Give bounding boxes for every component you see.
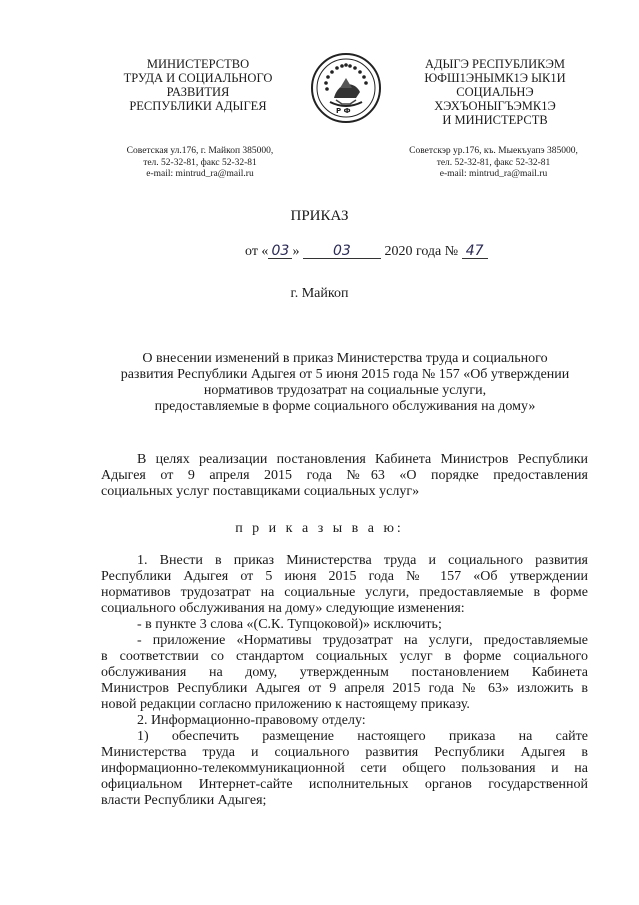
order-word: п р и к а з ы в а ю: <box>235 521 404 536</box>
address-right <box>386 146 601 181</box>
order-number: 47 <box>462 244 488 259</box>
date-mid: » <box>292 244 300 259</box>
address-line: Советскэр ур.176, къ. Мыекъуапэ 385000, <box>409 146 578 156</box>
document-title: ПРИКАЗ <box>290 208 349 224</box>
item-line: Министерства труда и социального развития Республики Адыгея в <box>101 745 588 760</box>
header-right-line: СОЦИАЛЬНЭ <box>456 85 534 99</box>
subject-line: развития Республики Адыгея от 5 июня 2015 года № 157 «Об утверждении <box>120 367 570 382</box>
item-line: социального обслуживания на дому» следующие изменения: <box>101 601 465 616</box>
order-year: 2020 года № <box>384 244 459 259</box>
order-date-line <box>245 244 605 260</box>
item-line: информационно-телекоммуникационной сети общего пользования и на <box>101 761 588 776</box>
header-left-line: РЕСПУБЛИКИ АДЫГЕЯ <box>129 99 267 113</box>
subject-line: О внесении изменений в приказ Министерства труда и социального <box>142 351 548 366</box>
address-line: тел. 52-32-81, факс 52-32-81 <box>143 157 257 168</box>
date-prefix: от « <box>245 244 269 259</box>
order-subject <box>90 351 600 415</box>
subject-line: нормативов трудозатрат на социальные услуги, <box>203 383 487 398</box>
preamble-line: Адыгея от 9 апреля 2015 года №63 «О порядке предоставления <box>101 468 588 483</box>
item-line: Республики Адыгея от 5 июня 2015 года № 157 «Об утверждении <box>101 569 588 584</box>
item-line: - в пункте 3 слова «(С.К. Тупцоковой)» исключить; <box>137 617 442 632</box>
order-day: 03 <box>268 244 292 259</box>
header-left-line: ТРУДА И СОЦИАЛЬНОГО <box>123 71 273 85</box>
item-line: 2. Информационно-правовому отделу: <box>137 713 366 728</box>
item-line: обслуживания на дому, утвержденным постановлением Кабинета <box>101 665 588 680</box>
ministry-name-russian <box>108 57 288 113</box>
order-city: г. Майкоп <box>290 286 349 301</box>
item-line: новой редакции согласно приложению к настоящему приказу. <box>101 697 470 712</box>
header-right-line: ХЭХЪОНЫГЪЭМК1Э <box>434 99 556 113</box>
order-items <box>101 553 588 809</box>
emblem-lettering: Р Ф <box>336 107 351 115</box>
address-line: e-mail: mintrud_ra@mail.ru <box>146 169 254 179</box>
header-right-line: И МИНИСТЕРСТВ <box>442 113 548 127</box>
item-line: 1. Внести в приказ Министерства труда и социального развития <box>137 553 588 568</box>
item-line: официальном Интернет-сайте исполнительных органов государственной <box>101 777 588 792</box>
item-line: - приложение «Нормативы трудозатрат на услуги, предоставляемые <box>137 633 588 648</box>
item-line: 1) обеспечить размещение настоящего приказа на сайте <box>137 729 588 744</box>
subject-line: предоставляемые в форме социального обслуживания на дому» <box>154 399 536 414</box>
item-line: нормативов трудозатрат на социальные услуги, предоставляемые в форме <box>101 585 588 600</box>
preamble <box>101 452 588 500</box>
item-line: в соответствии со стандартом социальных услуг в форме социального <box>101 649 588 664</box>
address-line: тел. 52-32-81, факс 52-32-81 <box>436 157 551 168</box>
address-line: Советская ул.176, г. Майкоп 385000, <box>126 146 274 156</box>
preamble-line: социальных услуг поставщиками социальных услуг» <box>101 484 420 499</box>
header-right-line: ЮФШ1ЭНЫМК1Э ЫК1И <box>424 71 566 85</box>
header-right-line: АДЫГЭ РЕСПУБЛИКЭМ <box>424 57 566 71</box>
item-line: Министров Республики Адыгея от 9 апреля 2015 года № 63» изложить в <box>101 681 588 696</box>
address-line: e-mail: mintrud_ra@mail.ru <box>439 169 548 179</box>
header-left-line: МИНИСТЕРСТВО <box>146 57 250 71</box>
item-line: власти Республики Адыгея; <box>101 793 267 808</box>
republic-emblem <box>310 52 382 124</box>
address-left <box>95 146 305 181</box>
header-left-line: РАЗВИТИЯ <box>166 85 230 99</box>
order-month: 03 <box>303 244 381 259</box>
ministry-name-adyghe <box>405 57 585 127</box>
preamble-line: В целях реализации постановления Кабинета Министров Республики <box>137 452 588 467</box>
